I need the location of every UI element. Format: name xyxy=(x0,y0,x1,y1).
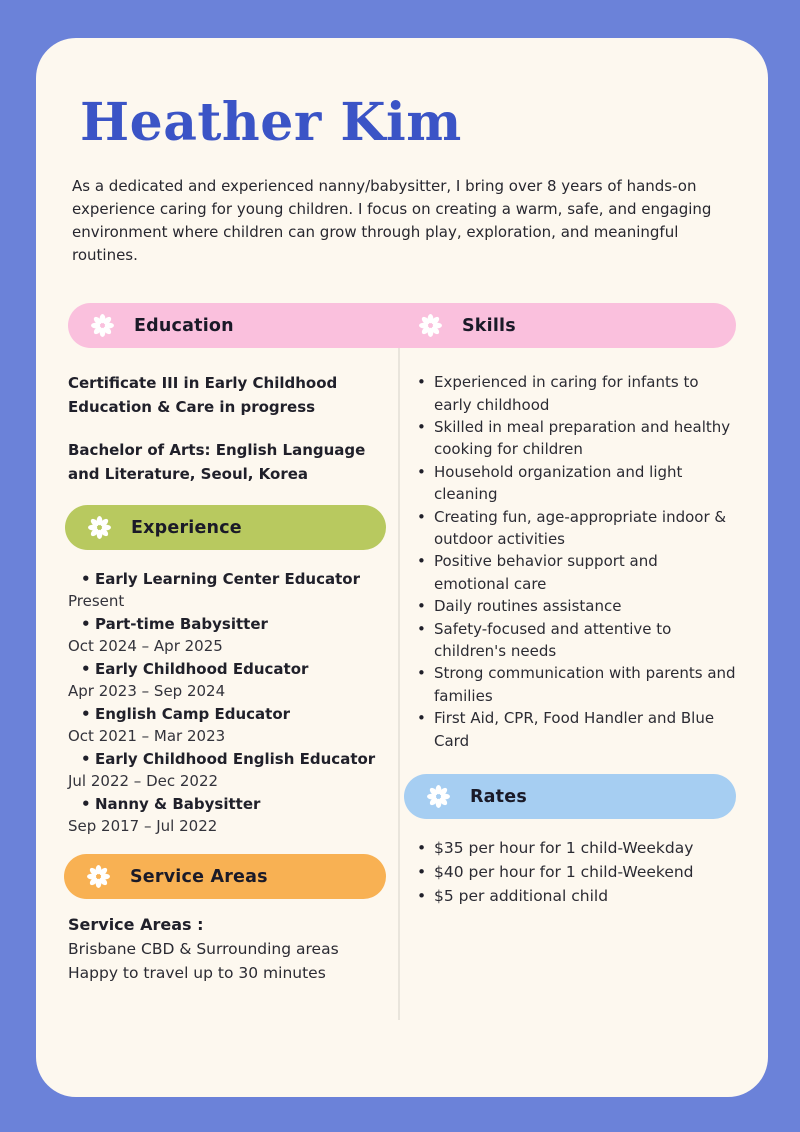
rate-item: • $5 per additional child xyxy=(404,884,736,908)
service-areas-block xyxy=(68,912,386,985)
rate-item: • $35 per hour for 1 child-Weekday xyxy=(404,836,736,860)
skill-item: • Positive behavior support and emotional care xyxy=(404,550,736,595)
section-header-bar xyxy=(68,303,736,348)
resume-card xyxy=(36,38,768,1097)
skills-header xyxy=(418,313,516,338)
experience-role: • Early Childhood English Educator xyxy=(68,748,386,770)
education-item: Bachelor of Arts: English Language and Literature, Seoul, Korea xyxy=(68,441,366,484)
flower-icon xyxy=(426,784,451,809)
experience-period: Oct 2021 – Mar 2023 xyxy=(68,727,226,746)
experience-period: Apr 2023 – Sep 2024 xyxy=(68,682,226,701)
experience-role: • English Camp Educator xyxy=(68,703,386,725)
experience-period: Sep 2017 – Jul 2022 xyxy=(68,817,218,836)
education-item: Certificate III in Early Childhood Education & Care in progress xyxy=(68,374,338,417)
skill-item: • Experienced in caring for infants to early childhood xyxy=(404,371,736,416)
experience-period: Present xyxy=(68,592,125,611)
page-title: Heather Kim xyxy=(80,92,462,153)
experience-item xyxy=(68,613,386,657)
flower-icon xyxy=(87,515,112,540)
experience-period: Jul 2022 – Dec 2022 xyxy=(68,772,219,791)
education-header xyxy=(68,313,418,338)
experience-item xyxy=(68,658,386,702)
experience-role: • Nanny & Babysitter xyxy=(68,793,386,815)
skills-list xyxy=(404,371,736,752)
experience-role: • Early Childhood Educator xyxy=(68,658,386,680)
experience-item xyxy=(68,568,386,612)
flower-icon xyxy=(418,313,443,338)
skill-item: • Safety-focused and attentive to children's needs xyxy=(404,618,736,663)
service-areas-section-pill xyxy=(64,854,386,899)
service-areas-section-label: Service Areas xyxy=(130,866,268,887)
rate-item: • $40 per hour for 1 child-Weekend xyxy=(404,860,736,884)
skills-section-label: Skills xyxy=(462,315,516,336)
service-areas-line: Brisbane CBD & Surrounding areas xyxy=(68,940,339,959)
intro-paragraph: As a dedicated and experienced nanny/babysitter, I bring over 8 years of hands-on experience caring for young children. I focus on creating a warm, safe, and engaging environment where children can grow through play, exploration, and meaningful routines. xyxy=(72,177,712,265)
experience-item xyxy=(68,748,386,792)
skill-item: • First Aid, CPR, Food Handler and Blue Card xyxy=(404,707,736,752)
left-column xyxy=(68,348,400,1020)
skill-item: • Daily routines assistance xyxy=(404,595,736,617)
experience-item xyxy=(68,703,386,747)
skill-item: • Skilled in meal preparation and healthy cooking for children xyxy=(404,416,736,461)
skill-item: • Creating fun, age-appropriate indoor & outdoor activities xyxy=(404,506,736,551)
experience-list xyxy=(68,568,386,837)
skill-item: • Strong communication with parents and families xyxy=(404,662,736,707)
skill-item: • Household organization and light cleaning xyxy=(404,461,736,506)
right-column xyxy=(400,348,736,1020)
rates-section-pill xyxy=(404,774,736,819)
education-section-label: Education xyxy=(134,315,234,336)
rates-section-label: Rates xyxy=(470,786,527,807)
two-column-layout xyxy=(68,348,736,1020)
experience-role: • Part-time Babysitter xyxy=(68,613,386,635)
experience-role: • Early Learning Center Educator xyxy=(68,568,386,590)
flower-icon xyxy=(90,313,115,338)
experience-period: Oct 2024 – Apr 2025 xyxy=(68,637,223,656)
experience-section-label: Experience xyxy=(131,517,242,538)
service-areas-heading: Service Areas : xyxy=(68,915,204,935)
flower-icon xyxy=(86,864,111,889)
rates-list xyxy=(404,836,736,908)
education-list xyxy=(68,371,386,486)
experience-section-pill xyxy=(65,505,386,550)
service-areas-line: Happy to travel up to 30 minutes xyxy=(68,964,326,983)
experience-item xyxy=(68,793,386,837)
